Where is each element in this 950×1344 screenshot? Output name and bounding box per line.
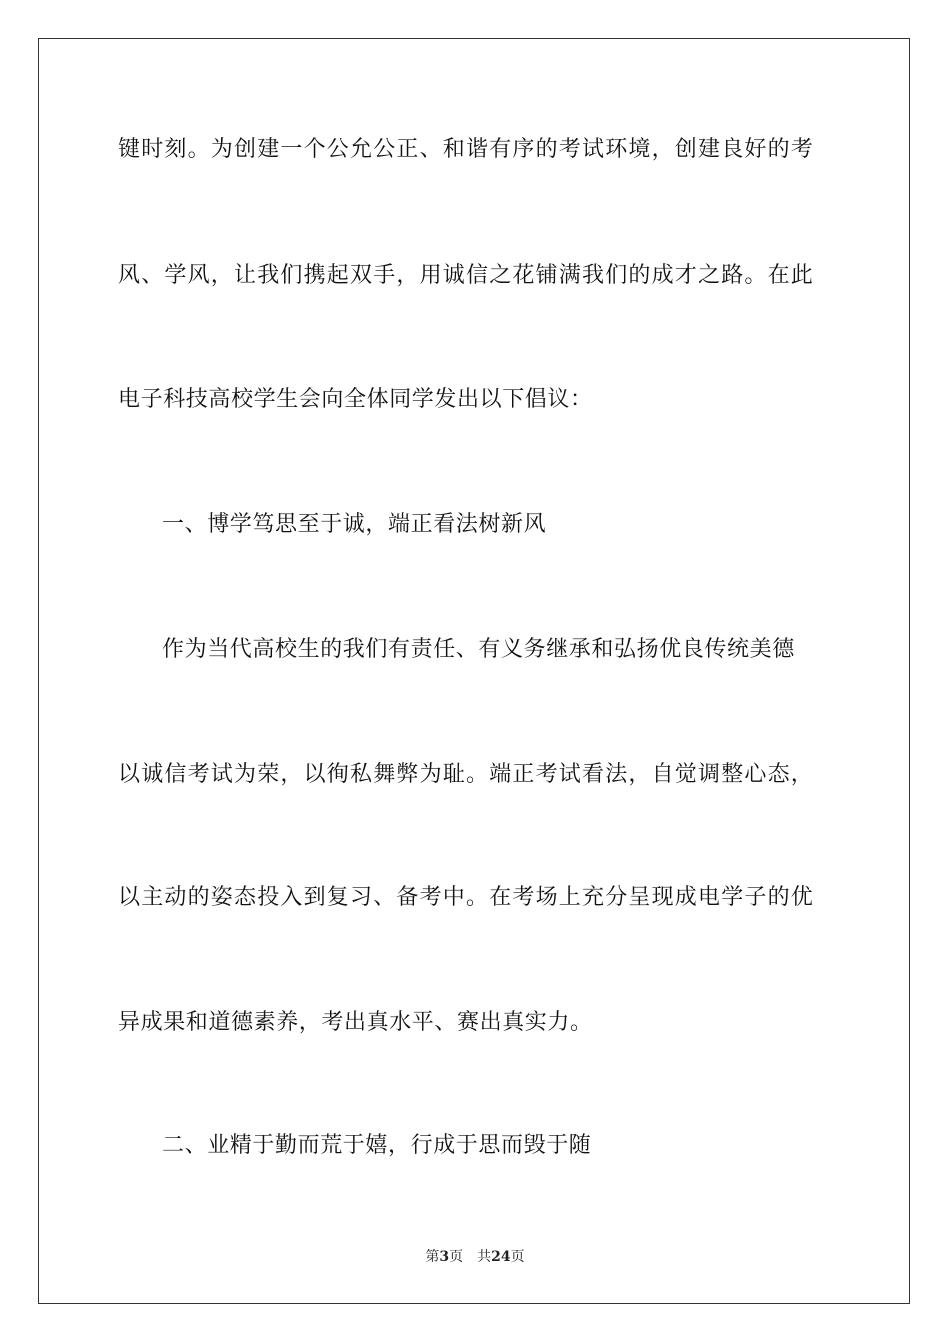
body-text-line: 风、学风，让我们携起双手，用诚信之花铺满我们的成才之路。在此 (118, 263, 815, 288)
footer-page-prefix: 第 (425, 1249, 440, 1265)
body-text-line: 键时刻。为创建一个公允公正、和谐有序的考试环境，创建良好的考 (118, 137, 815, 162)
footer-total-suffix: 页 (510, 1249, 525, 1265)
body-text-line: 电子科技高校学生会向全体同学发出以下倡议： (118, 387, 593, 412)
section-heading: 一、博学笃思至于诚，端正看法树新风 (162, 512, 547, 537)
footer-total-prefix: 共 (477, 1249, 492, 1265)
body-text-line: 以诚信考试为荣，以徇私舞弊为耻。端正考试看法，自觉调整心态， (118, 762, 815, 787)
page-footer (0, 1248, 950, 1266)
footer-total-pages: 24 (491, 1249, 511, 1265)
body-text-line: 以主动的姿态投入到复习、备考中。在考场上充分呈现成电学子的优 (118, 885, 815, 910)
body-text-line: 作为当代高校生的我们有责任、有义务继承和弘扬优良传统美德 (162, 637, 795, 662)
page-border (38, 38, 910, 1304)
body-text-line: 异成果和道德素养，考出真水平、赛出真实力。 (118, 1010, 593, 1035)
footer-page-suffix: 页 (449, 1249, 464, 1265)
section-heading: 二、业精于勤而荒于嬉，行成于思而毁于随 (162, 1133, 592, 1158)
footer-page-number: 3 (439, 1249, 450, 1265)
